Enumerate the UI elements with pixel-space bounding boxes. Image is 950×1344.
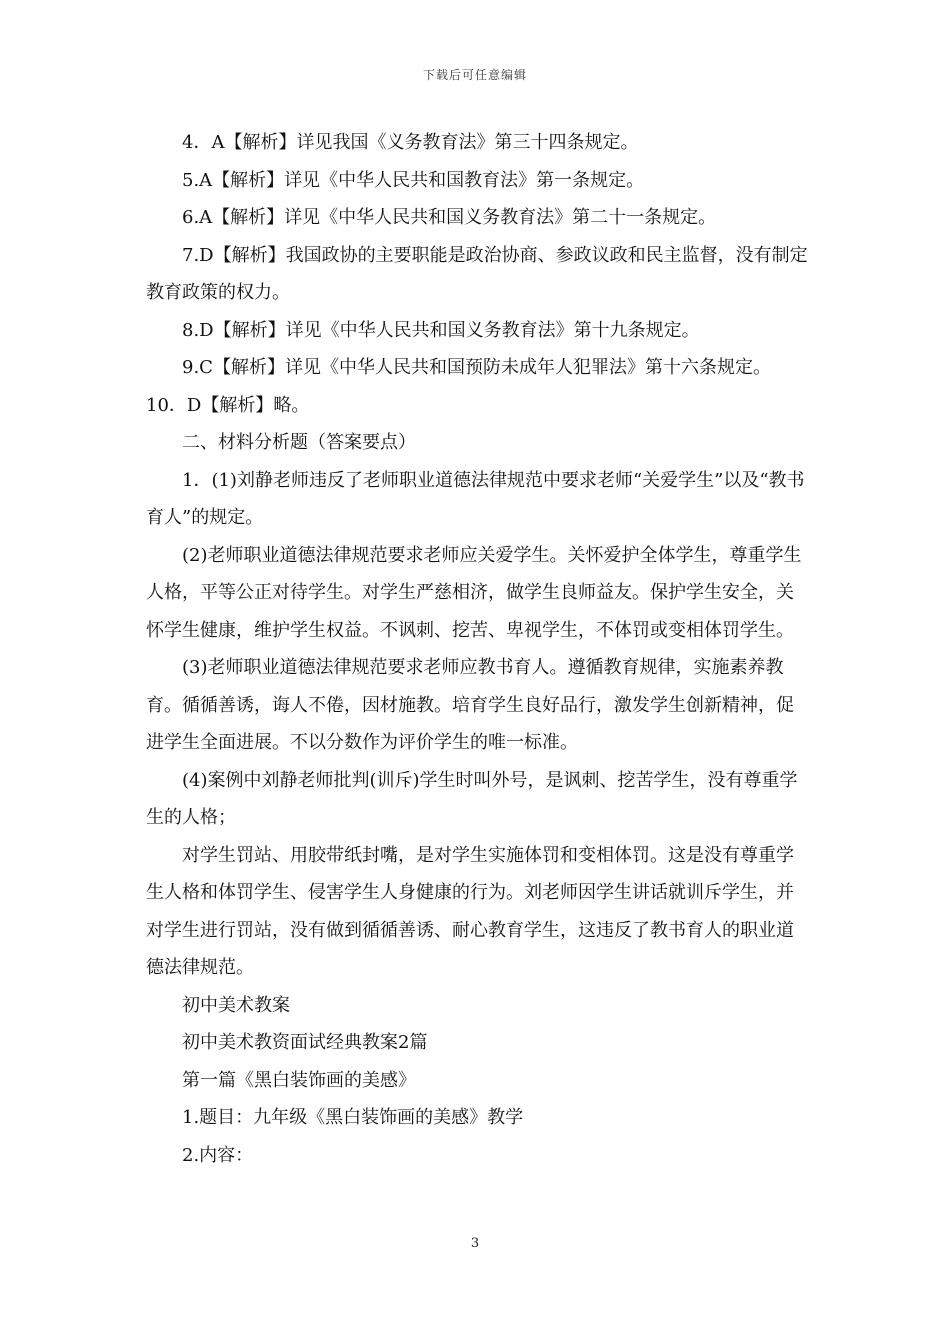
lesson-plan-part-1: 第一篇《黑白装饰画的美感》 [182, 1069, 416, 1091]
answer-4: 4．A【解析】详见我国《义务教育法》第三十四条规定。 [182, 132, 639, 153]
analysis-point-3: (3)老师职业道德法律规范要求老师应教书育人。遵循教育规律，实施素养教育。循循善诱，诲人不倦，因材施教。培育学生良好品行，激发学生创新精神，促进学生全面进展。不以分数作为评价学生的唯一标准。 [146, 657, 794, 753]
answer-5: 5.A【解析】详见《中华人民共和国教育法》第一条规定。 [182, 169, 645, 191]
analysis-point-4: (4)案例中刘静老师批判(训斥)学生时叫外号，是讽刺、挖苦学生，没有尊重学生的人格； [146, 769, 798, 828]
document-body [146, 124, 810, 1174]
analysis-point-2: (2)老师职业道德法律规范要求老师应关爱学生。关怀爱护全体学生，尊重学生人格，平等公正对待学生。对学生严慈相济，做学生良师益友。保护学生安全，关怀学生健康，维护学生权益。不讽刺、挖苦、卑视学生，不体罚或变相体罚学生。 [146, 544, 802, 641]
lesson-plan-title: 初中美术教案 [182, 994, 290, 1016]
section-heading: 二、材料分析题（答案要点） [182, 432, 416, 453]
answer-7: 7.D【解析】我国政协的主要职能是政治协商、参政议政和民主监督，没有制定教育政策的权力。 [146, 244, 808, 303]
lesson-topic: 1.题目：九年级《黑白装饰画的美感》教学 [182, 1107, 524, 1128]
analysis-point-1: 1．(1)刘静老师违反了老师职业道德法律规范中要求老师“关爱学生”以及“教书育人”的规定。 [146, 469, 805, 528]
answer-6: 6.A【解析】详见《中华人民共和国义务教育法》第二十一条规定。 [182, 207, 717, 228]
analysis-continuation: 对学生罚站、用胶带纸封嘴，是对学生实施体罚和变相体罚。这是没有尊重学生人格和体罚学生、侵害学生人身健康的行为。刘老师因学生讲话就训斥学生，并对学生进行罚站，没有做到循循善诱、耐心教育学生，这违反了教书育人的职业道德法律规范。 [146, 844, 794, 978]
lesson-plan-subtitle: 初中美术教资面试经典教案2篇 [182, 1032, 428, 1053]
answer-10: 10．D【解析】略。 [146, 394, 310, 416]
lesson-content-label: 2.内容： [182, 1144, 254, 1166]
answer-9: 9.C【解析】详见《中华人民共和国预防未成年人犯罪法》第十六条规定。 [182, 357, 771, 378]
answer-8: 8.D【解析】详见《中华人民共和国义务教育法》第十九条规定。 [182, 319, 700, 341]
page-number: 3 [470, 1236, 480, 1251]
page-header: 下载后可任意编辑 [422, 68, 527, 82]
